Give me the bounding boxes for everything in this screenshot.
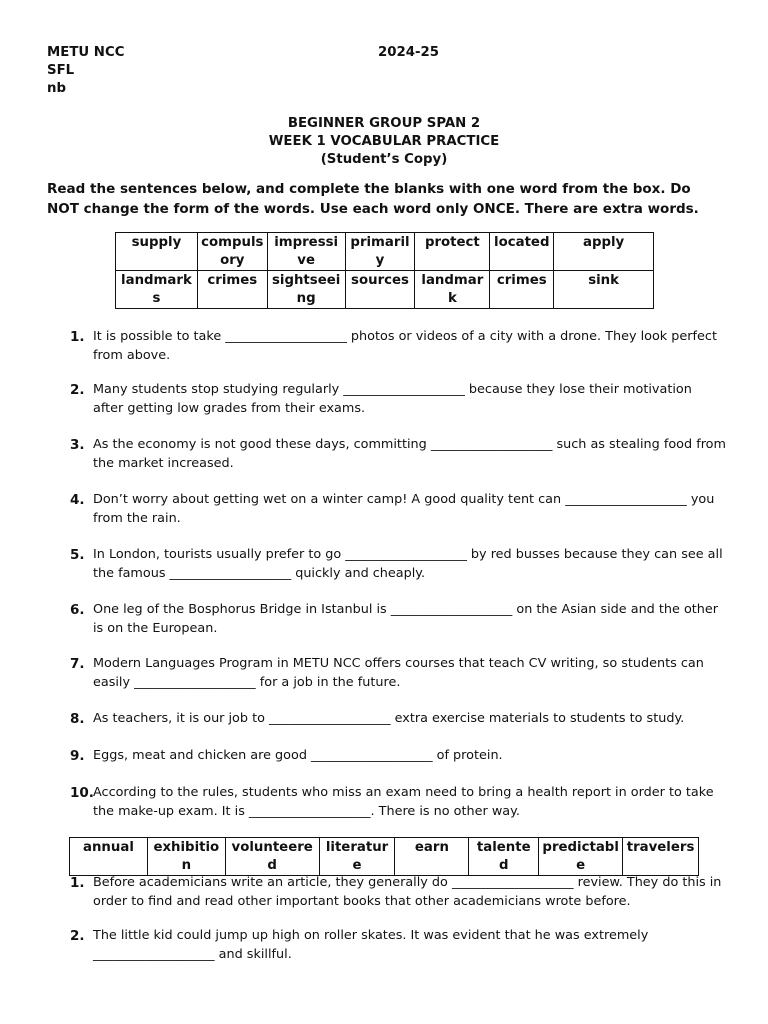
department: SFL	[47, 63, 75, 78]
question-number: 9.	[70, 748, 85, 764]
question-item	[70, 927, 726, 964]
question-text: Eggs, meat and chicken are good ___________________ of protein.	[93, 748, 503, 763]
word-cell: sightseeing	[267, 271, 345, 309]
question-text: As the economy is not good these days, committing ___________________ such as stealing food from the market increased.	[93, 437, 726, 471]
question-item	[70, 546, 726, 583]
word-cell: travelers	[623, 838, 699, 876]
word-cell: crimes	[490, 271, 554, 309]
question-number: 8.	[70, 711, 85, 727]
word-box-1	[115, 232, 654, 309]
question-number: 2.	[70, 382, 85, 398]
question-item	[70, 491, 726, 528]
school-name: METU NCC	[47, 45, 125, 60]
initials: nb	[47, 81, 66, 96]
word-box-2	[69, 837, 699, 876]
title-line-3: (Student’s Copy)	[320, 152, 448, 167]
question-item	[70, 874, 726, 911]
academic-year: 2024-25	[378, 45, 440, 60]
question-item	[70, 381, 726, 418]
question-number: 1.	[70, 875, 85, 891]
question-text: As teachers, it is our job to ___________________ extra exercise materials to students to study.	[93, 711, 685, 726]
question-number: 3.	[70, 437, 85, 453]
word-cell: primarily	[345, 233, 415, 271]
word-cell: volunteered	[225, 838, 319, 876]
word-cell: exhibition	[147, 838, 225, 876]
instructions: Read the sentences below, and complete the blanks with one word from the box. Do NOT change the form of the words. Use each word only ONCE. There are extra words.	[47, 181, 699, 217]
word-cell: located	[490, 233, 554, 271]
question-number: 1.	[70, 329, 85, 345]
question-item	[70, 710, 726, 729]
question-item	[70, 784, 726, 821]
word-cell: crimes	[197, 271, 267, 309]
word-cell: apply	[554, 233, 654, 271]
title-line-2: WEEK 1 VOCABULAR PRACTICE	[268, 134, 500, 149]
word-cell: talented	[469, 838, 539, 876]
question-text: Before academicians write an article, they generally do ___________________ review. They do this in order to find and read other important books that other academicians wrote before.	[93, 875, 722, 909]
title-line-1: BEGINNER GROUP SPAN 2	[287, 116, 481, 131]
word-cell: sink	[554, 271, 654, 309]
word-cell: landmarks	[116, 271, 198, 309]
word-cell: impressive	[267, 233, 345, 271]
question-number: 7.	[70, 656, 85, 672]
word-cell: landmark	[415, 271, 490, 309]
question-number: 5.	[70, 547, 85, 563]
question-text: Modern Languages Program in METU NCC offers courses that teach CV writing, so students can easily ___________________ for a job in the future.	[93, 656, 704, 690]
question-text: Don’t worry about getting wet on a winter camp! A good quality tent can ___________________ you from the rain.	[93, 492, 715, 526]
word-cell: literature	[319, 838, 395, 876]
question-text: According to the rules, students who miss an exam need to bring a health report in order to take the make-up exam. It is ___________________. There is no other way.	[93, 785, 714, 819]
question-item	[70, 328, 726, 365]
question-number: 10.	[70, 785, 94, 801]
word-cell: protect	[415, 233, 490, 271]
question-item	[70, 436, 726, 473]
word-cell: sources	[345, 271, 415, 309]
word-cell: supply	[116, 233, 198, 271]
question-text: Many students stop studying regularly ___________________ because they lose their motivation after getting low grades from their exams.	[93, 382, 692, 416]
word-cell: earn	[395, 838, 469, 876]
word-cell: compulsory	[197, 233, 267, 271]
question-number: 2.	[70, 928, 85, 944]
question-number: 6.	[70, 602, 85, 618]
question-item	[70, 655, 726, 692]
question-text: The little kid could jump up high on roller skates. It was evident that he was extremely ___________________ and skillful.	[93, 928, 649, 962]
question-text: One leg of the Bosphorus Bridge in Istanbul is ___________________ on the Asian side and the other is on the European.	[93, 602, 719, 636]
question-number: 4.	[70, 492, 85, 508]
question-item	[70, 747, 726, 766]
question-text: In London, tourists usually prefer to go ___________________ by red busses because they can see all the famous ___________________ quickly and cheaply.	[93, 547, 723, 581]
word-cell: predictable	[539, 838, 623, 876]
question-item	[70, 601, 726, 638]
question-text: It is possible to take ___________________ photos or videos of a city with a drone. They look perfect from above.	[93, 329, 717, 363]
word-cell: annual	[70, 838, 148, 876]
